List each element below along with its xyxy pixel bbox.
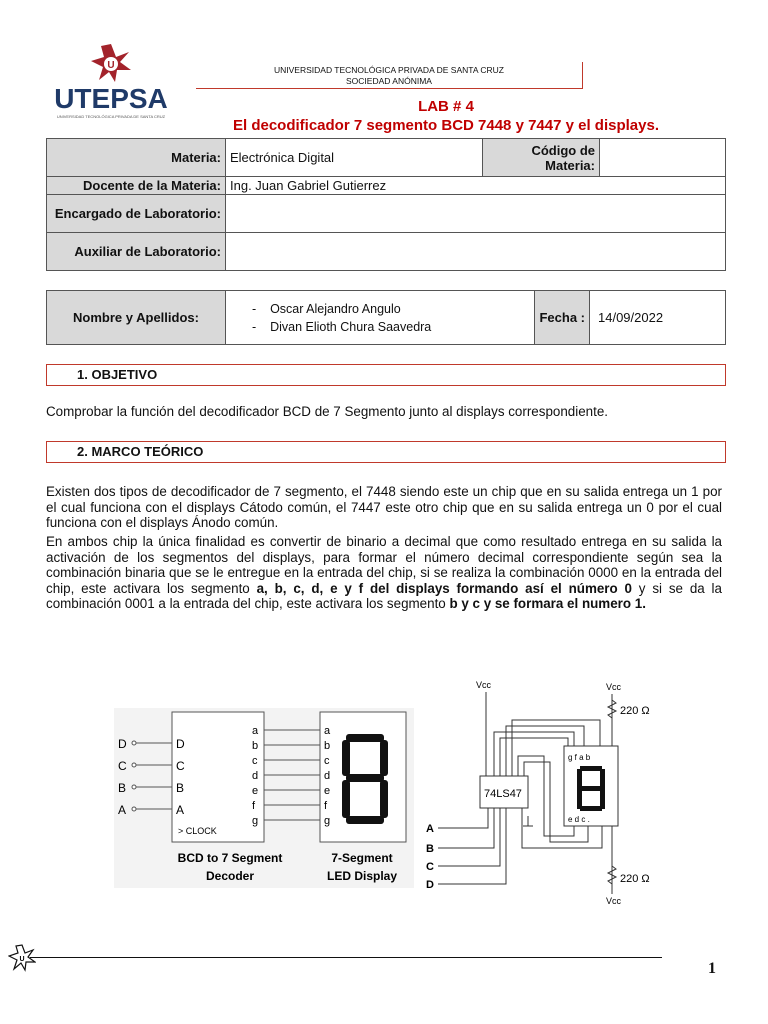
svg-text:f: f	[324, 800, 328, 812]
nombre-label: Nombre y Apellidos:	[47, 291, 226, 345]
svg-text:A: A	[118, 803, 127, 817]
bcd-decoder-figure	[114, 700, 414, 892]
section-marco-heading: 2. MARCO TEÓRICO	[46, 441, 726, 463]
svg-text:g: g	[324, 815, 331, 827]
svg-text:220 Ω: 220 Ω	[620, 873, 650, 885]
svg-text:220 Ω: 220 Ω	[620, 705, 650, 717]
svg-text:Vcc: Vcc	[476, 680, 492, 690]
university-name: UNIVERSIDAD TECNOLÓGICA PRIVADA DE SANTA CRUZ	[273, 65, 505, 75]
encargado-label: Encargado de Laboratorio:	[47, 195, 226, 233]
auxiliar-label: Auxiliar de Laboratorio:	[47, 233, 226, 271]
svg-text:Decoder: Decoder	[205, 869, 255, 883]
svg-text:BCD to 7 Segment: BCD to 7 Segment	[177, 851, 283, 865]
footer-rule	[30, 957, 662, 958]
marco-paragraph-1: Existen dos tipos de decodificador de 7 segmento, el 7448 siendo este un chip que en su salida entrega un 1 por el cual funciona con el displays Cátodo común, el 7447 este otro chip que en su salida entrega un 0 por el cual funciona con el displays Ánodo común.	[46, 484, 722, 531]
svg-text:b: b	[324, 740, 331, 752]
svg-text:c: c	[252, 755, 258, 767]
materia-value: Electrónica Digital	[226, 139, 483, 177]
page-number: 1	[708, 960, 716, 977]
svg-text:c: c	[324, 755, 330, 767]
codigo-value	[600, 139, 726, 177]
university-society: SOCIEDAD ANÓNIMA	[346, 76, 432, 86]
student-table	[46, 290, 726, 345]
auxiliar-value	[226, 233, 726, 271]
svg-text:D: D	[118, 737, 127, 751]
svg-text:g: g	[252, 815, 259, 827]
svg-text:e: e	[324, 785, 331, 797]
svg-text:f: f	[252, 800, 256, 812]
fecha-value: 14/09/2022	[590, 291, 726, 345]
svg-text:g f a b: g f a b	[568, 753, 591, 762]
materia-label: Materia:	[47, 139, 226, 177]
docente-value: Ing. Juan Gabriel Gutierrez	[226, 177, 726, 195]
svg-text:a: a	[252, 725, 259, 737]
utepsa-logo	[46, 42, 176, 122]
svg-text:LED Display: LED Display	[326, 869, 398, 883]
objetivo-text: Comprobar la función del decodificador BCD de 7 Segmento junto al displays correspondiente.	[46, 404, 608, 419]
student-2: - Divan Elioth Chura Saavedra	[252, 319, 432, 334]
svg-text:e d c .: e d c .	[568, 815, 590, 824]
svg-text:D: D	[426, 879, 434, 891]
svg-text:B: B	[176, 781, 185, 795]
section-objetivo-heading: 1. OBJETIVO	[46, 364, 726, 386]
svg-text:A: A	[176, 803, 185, 817]
svg-text:UNIVERSIDAD TECNOLÓGICA PRIVAD: UNIVERSIDAD TECNOLÓGICA PRIVADA DE SANTA CRUZ	[56, 114, 166, 119]
svg-text:Vcc: Vcc	[606, 682, 622, 692]
students-cell	[226, 291, 535, 345]
svg-text:C: C	[426, 861, 434, 873]
codigo-label: Código de Materia:	[483, 139, 600, 177]
svg-text:Vcc: Vcc	[606, 896, 622, 906]
course-info-table	[46, 138, 726, 271]
svg-text:e: e	[252, 785, 259, 797]
svg-text:B: B	[118, 781, 127, 795]
footer-logo-icon	[8, 944, 36, 972]
svg-text:B: B	[426, 843, 434, 855]
encargado-value	[226, 195, 726, 233]
svg-text:74LS47: 74LS47	[484, 788, 522, 800]
svg-text:D: D	[176, 737, 185, 751]
svg-text:UTEPSA: UTEPSA	[54, 83, 168, 114]
svg-text:U: U	[107, 60, 115, 71]
marco-paragraph-2: En ambos chip la única finalidad es convertir de binario a decimal que como resultado entrega en su salida la activación de los segmentos del displays, para formar el número decimal correspondiente según sea la combinación binaria que se le entregue en la entrada del chip, si se realiza la combinación 0000 en la entrada del chip, este activara los segmento a, b, c, d, e y f del displays formando así el número 0 y si se da la combinación 0001 a la entrada del chip, este activara los segmento b y c y se formara el numero 1.	[46, 534, 722, 612]
docente-label: Docente de la Materia:	[47, 177, 226, 195]
svg-text:d: d	[324, 770, 331, 782]
ls47-circuit-figure	[424, 676, 670, 908]
svg-text:d: d	[252, 770, 259, 782]
lab-title: LAB # 4	[418, 98, 474, 115]
svg-text:A: A	[426, 823, 434, 835]
university-box	[196, 62, 583, 89]
svg-text:> CLOCK: > CLOCK	[178, 826, 217, 836]
student-1: - Oscar Alejandro Angulo	[252, 301, 401, 316]
svg-text:U: U	[19, 956, 25, 963]
fecha-label: Fecha :	[535, 291, 590, 345]
svg-text:C: C	[176, 759, 185, 773]
svg-text:b: b	[252, 740, 259, 752]
lab-subtitle: El decodificador 7 segmento BCD 7448 y 7447 y el displays.	[232, 117, 659, 134]
svg-text:7-Segment: 7-Segment	[331, 851, 393, 865]
svg-text:C: C	[118, 759, 127, 773]
svg-text:a: a	[324, 725, 331, 737]
